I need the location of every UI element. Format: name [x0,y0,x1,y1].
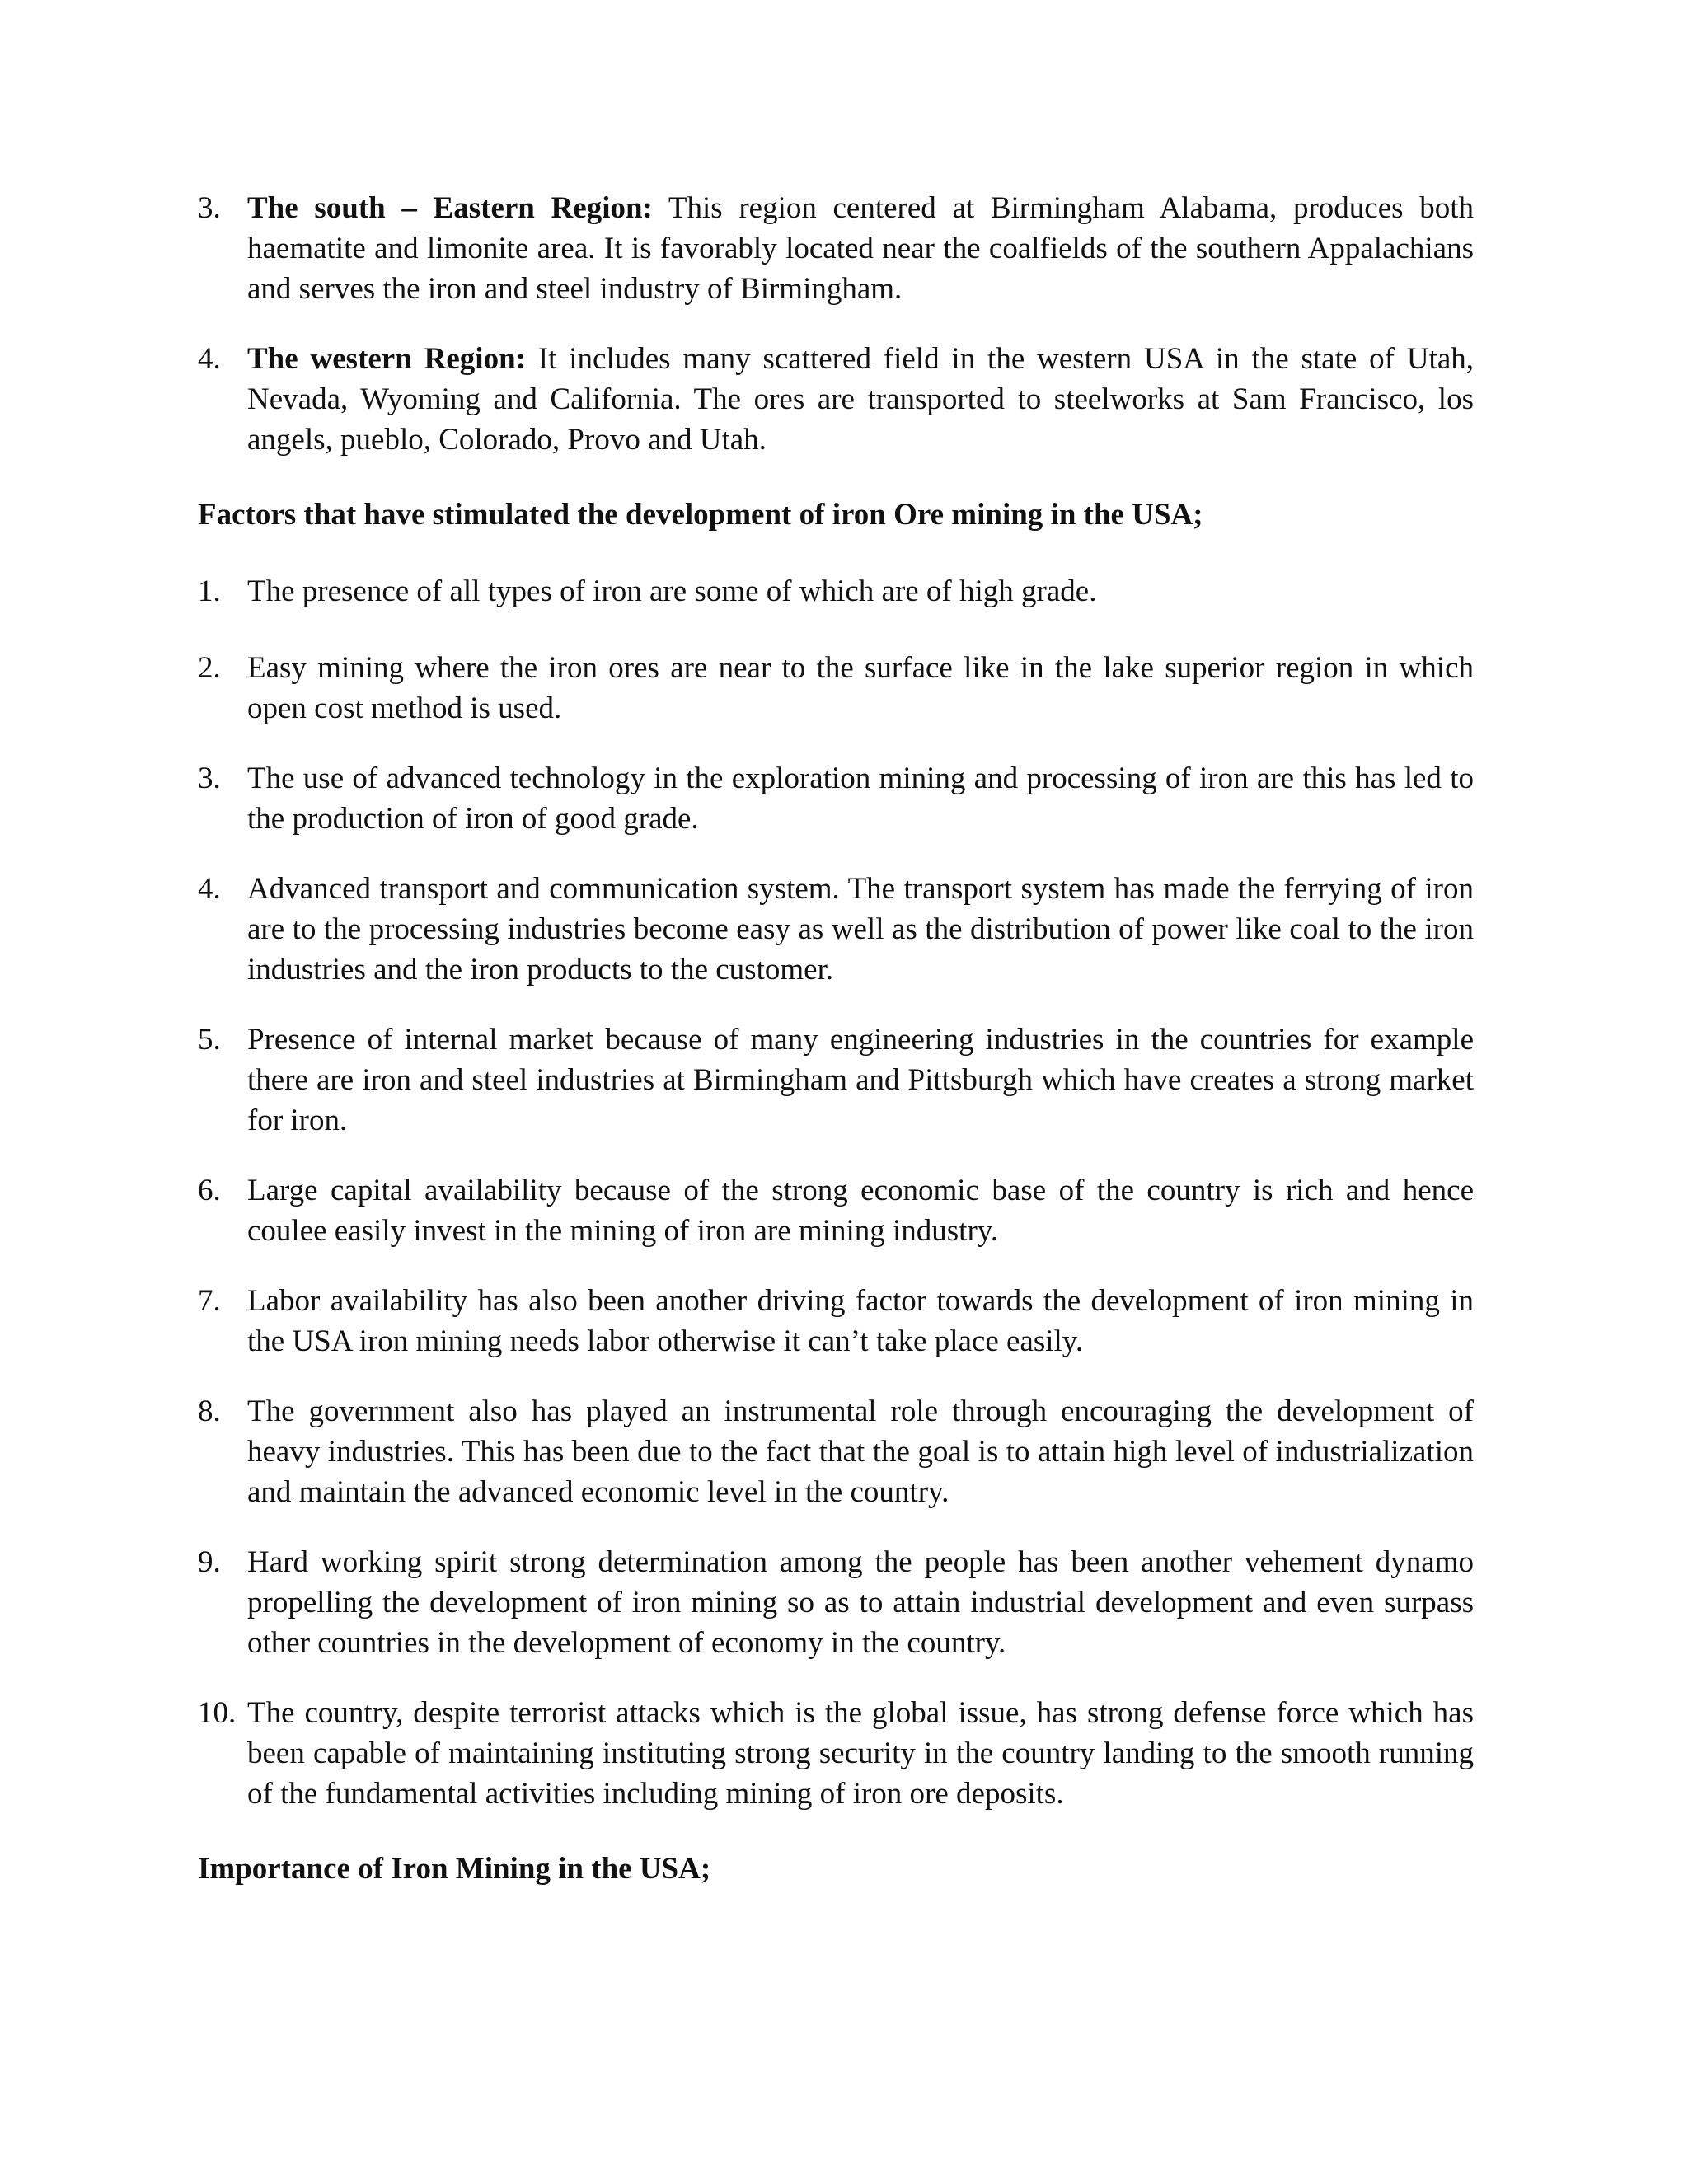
factor-text: The country, despite terrorist attacks which is the global issue, has strong defense force which has been capable of maintaining instituting strong security in the country landing to the smooth running of the fundamental activities including mining of iron ore deposits. [247,1696,1474,1811]
region-text: It includes many scattered field in the western USA in the state of Utah, Nevada, Wyoming and California. The ores are transported to steelworks at Sam Francisco, los angels, pueblo, Colorado, Provo and Utah. [247,342,1474,457]
factor-item-3 [198,758,1474,839]
region-number: 4. [198,342,221,376]
factor-number: 8. [198,1394,221,1428]
factor-text: The presence of all types of iron are some of which are of high grade. [247,574,1097,608]
importance-heading: Importance of Iron Mining in the USA; [198,1852,711,1886]
factor-item-7 [198,1281,1474,1361]
factor-number: 3. [198,762,221,795]
factor-text: Labor availability has also been another driving factor towards the development of iron mining in the USA iron mining needs labor otherwise it can’t take place easily. [247,1284,1474,1358]
region-title: The western Region: [247,342,526,376]
factor-text: The use of advanced technology in the exploration mining and processing of iron are this has led to the production of iron of good grade. [247,762,1474,836]
factor-item-8 [198,1391,1474,1512]
factor-item-9 [198,1542,1474,1663]
factor-number: 1. [198,574,221,608]
document-page [198,188,1474,1889]
factor-number: 4. [198,872,221,906]
factor-item-6 [198,1170,1474,1251]
factor-text: The government also has played an instrumental role through encouraging the development of heavy industries. This has been due to the fact that the goal is to attain high level of industrialization and maintain the advanced economic level in the country. [247,1394,1474,1509]
region-text: This region centered at Birmingham Alabama, produces both haematite and limonite area. It is favorably located near the coalfields of the southern Appalachians and serves the iron and steel industry of Birmingham. [247,191,1474,306]
factor-number: 10. [198,1696,237,1730]
factor-item-10 [198,1693,1474,1814]
factor-text: Easy mining where the iron ores are near to the surface like in the lake superior region in which open cost method is used. [247,651,1474,725]
region-item-western [198,339,1474,460]
factor-number: 2. [198,651,221,685]
factor-item-2 [198,648,1474,729]
factor-item-5 [198,1019,1474,1141]
factor-text: Large capital availability because of the strong economic base of the country is rich and hence coulee easily invest in the mining of iron are mining industry. [247,1174,1474,1248]
region-title: The south – Eastern Region: [247,191,653,225]
factor-item-1 [198,571,1474,612]
factor-number: 7. [198,1284,221,1318]
region-number: 3. [198,191,221,225]
factor-number: 9. [198,1545,221,1579]
factor-text: Hard working spirit strong determination among the people has been another vehement dynamo propelling the development of iron mining so as to attain industrial development and even surpass other countries in the development of economy in the country. [247,1545,1474,1660]
factor-text: Advanced transport and communication system. The transport system has made the ferrying of iron are to the processing industries become easy as well as the distribution of power like coal to the iron industries and the iron products to the customer. [247,872,1474,987]
factor-number: 5. [198,1023,221,1057]
factors-heading: Factors that have stimulated the development of iron Ore mining in the USA; [198,498,1203,532]
factor-number: 6. [198,1174,221,1207]
factor-item-4 [198,869,1474,990]
factor-text: Presence of internal market because of many engineering industries in the countries for example there are iron and steel industries at Birmingham and Pittsburgh which have creates a strong market for iron. [247,1023,1474,1137]
region-item-south-eastern [198,188,1474,309]
